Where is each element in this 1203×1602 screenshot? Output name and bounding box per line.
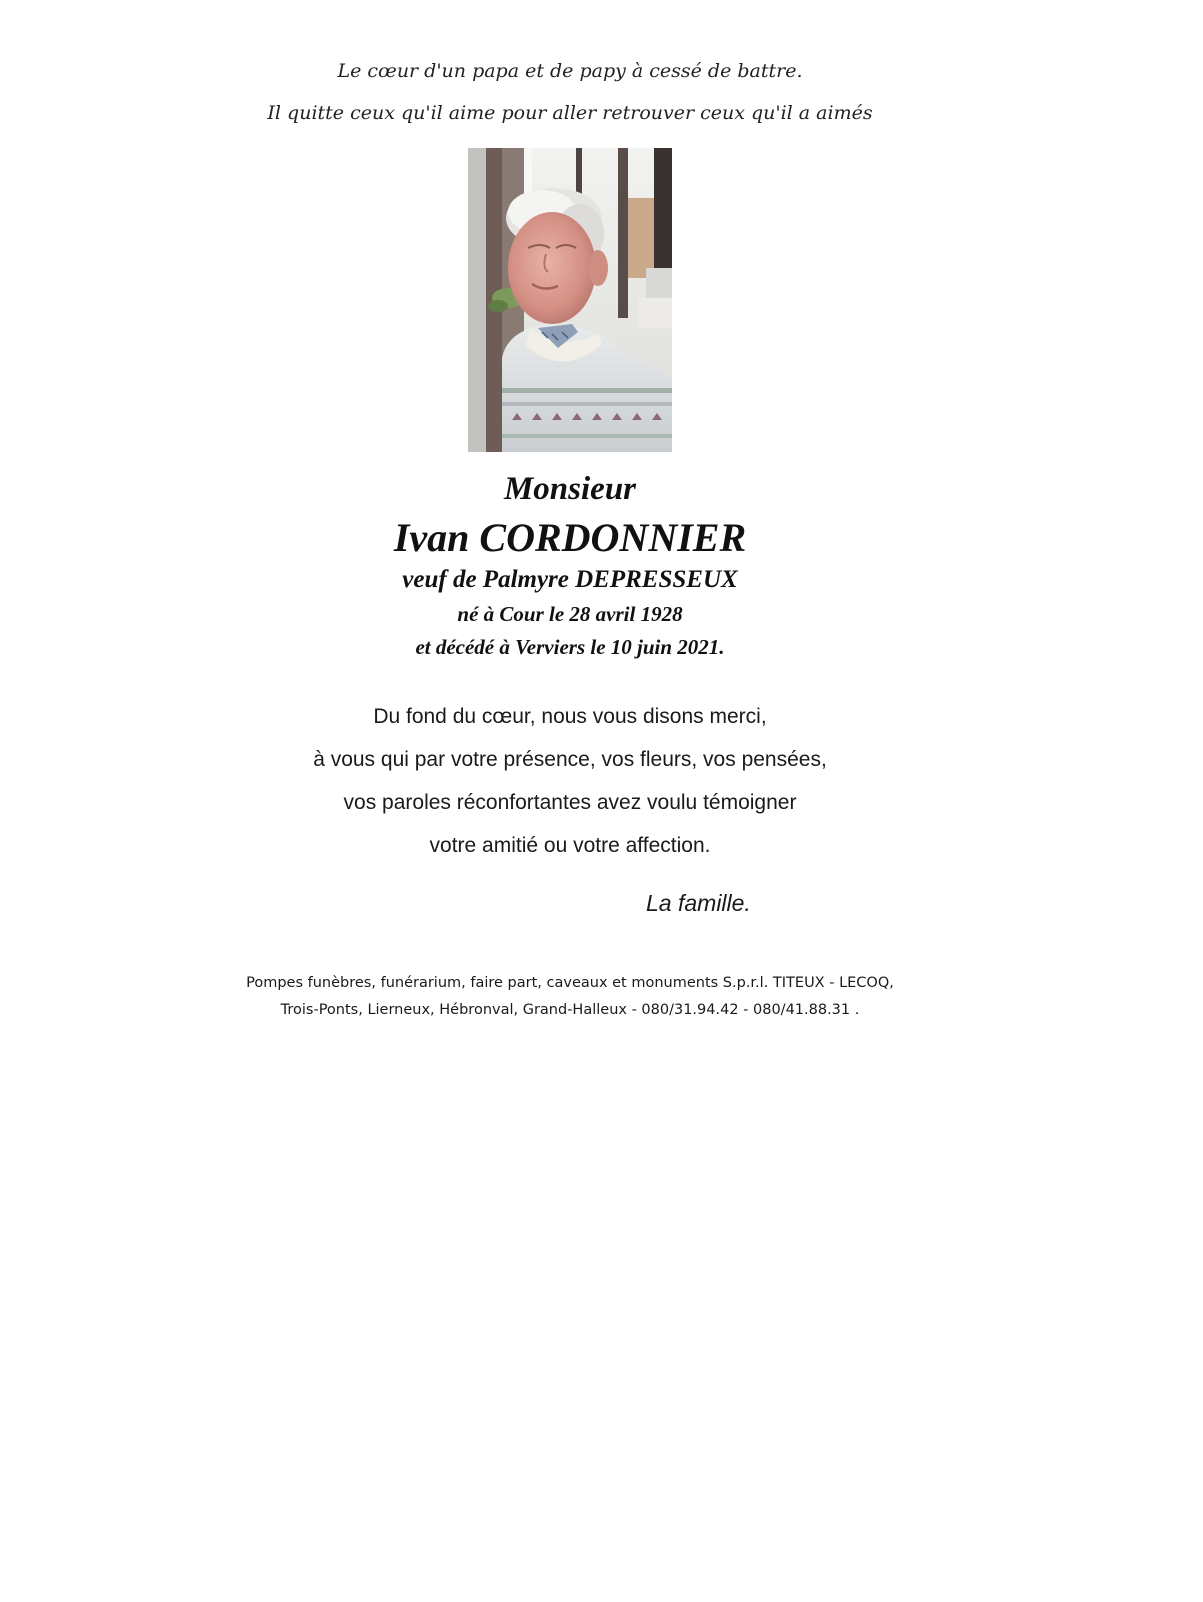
thanks-line-4: votre amitié ou votre affection. (429, 834, 711, 857)
thanks-line-1: Du fond du cœur, nous vous disons merci, (373, 705, 767, 728)
signature: La famille. (646, 890, 751, 916)
epigraph-line-2: Il quitte ceux qu'il aime pour aller retrouver ceux qu'il a aimés (267, 102, 873, 124)
thanks-line-3: vos paroles réconfortantes avez voulu témoigner (343, 791, 797, 814)
deceased-name: Ivan CORDONNIER (393, 515, 747, 560)
widow-of: veuf de Palmyre DEPRESSEUX (402, 566, 738, 593)
funeral-home-line-2: Trois-Ponts, Lierneux, Hébronval, Grand-Halleux - 080/31.94.42 - 080/41.88.31 . (280, 1002, 860, 1018)
funeral-home-line-1: Pompes funèbres, funérarium, faire part, caveaux et monuments S.p.r.l. TITEUX - LECOQ, (246, 975, 894, 991)
salutation: Monsieur (503, 471, 637, 507)
epigraph-line-1: Le cœur d'un papa et de papy à cessé de battre. (337, 60, 803, 82)
portrait-photo (468, 148, 672, 452)
birth-info: né à Cour le 28 avril 1928 (457, 602, 683, 626)
thanks-line-2: à vous qui par votre présence, vos fleurs, vos pensées, (313, 748, 827, 771)
death-info: et décédé à Verviers le 10 juin 2021. (415, 635, 725, 659)
